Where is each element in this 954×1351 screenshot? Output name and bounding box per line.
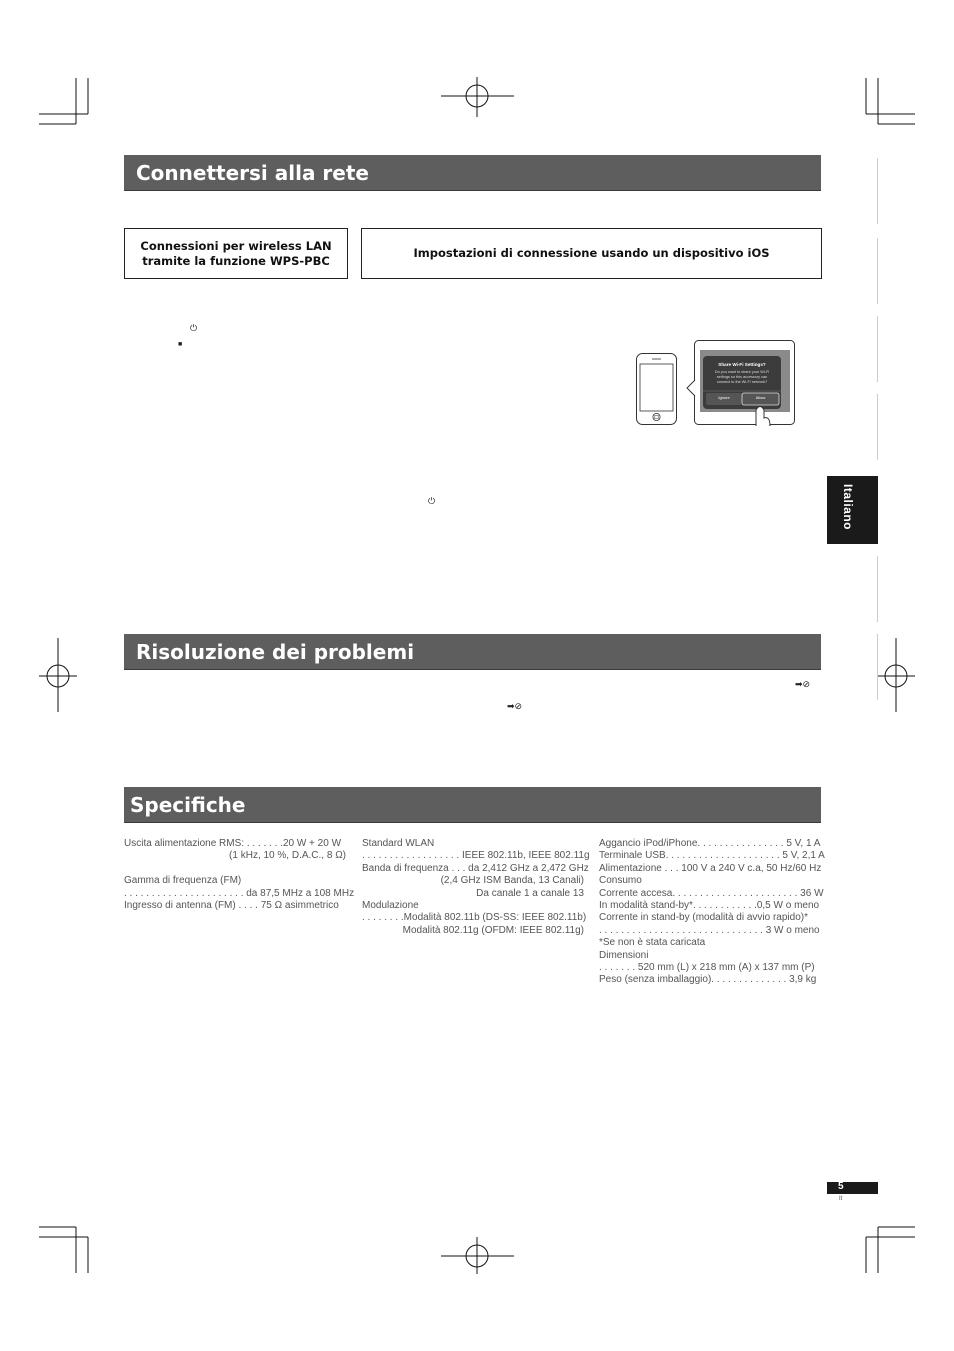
reference-arrow-icon: ➡⊘	[795, 679, 811, 689]
section-header-specs	[124, 787, 821, 823]
section-title: Risoluzione dei problemi	[136, 640, 415, 664]
spec-line: Corrente accesa. . . . . . . . . . . . . . . . . . . . . . . 36 W	[599, 887, 824, 899]
margin-line	[877, 158, 878, 224]
ios-setup-box	[361, 228, 822, 279]
spec-line: Modulazione	[362, 900, 419, 912]
spec-line: Standard WLAN	[362, 838, 435, 849]
allow-button: Allow	[755, 395, 766, 400]
margin-line	[877, 556, 878, 622]
spec-line: Ingresso di antenna (FM) . . . . 75 Ω asimmetrico	[124, 900, 339, 912]
dialog-message	[703, 370, 781, 385]
ios-dialog-callout	[686, 340, 796, 426]
specs-column-audio	[124, 838, 355, 912]
spec-line: Da canale 1 a canale 13	[476, 887, 584, 899]
spec-line: Gamma di frequenza (FM)	[124, 875, 242, 887]
dialog-line: settings so this accessory can	[716, 375, 768, 379]
spec-line: *Se non è stata caricata	[599, 937, 706, 949]
spec-line: In modalità stand-by*. . . . . . . . . . . .0,5 W o meno	[599, 900, 820, 912]
ios-box-label: Impostazioni di connessione usando un dispositivo iOS	[413, 246, 770, 260]
wps-pbc-box	[124, 228, 348, 279]
section-title: Specifiche	[130, 793, 246, 817]
spec-line: Alimentazione . . . 100 V a 240 V c.a, 50 Hz/60 Hz	[599, 862, 822, 874]
language-tab-label: Italiano	[841, 484, 855, 531]
spec-line: Modalità 802.11g (OFDM: IEEE 802.11g)	[402, 924, 584, 936]
spec-line: . . . . . . . . . . . . . . . . . . IEEE 802.11b, IEEE 802.11g	[362, 850, 590, 862]
ignore-button: Ignore	[718, 395, 730, 400]
section-header-troubleshooting	[124, 634, 821, 670]
bullet-icon: ■	[178, 341, 183, 348]
page-number: 5	[838, 1181, 844, 1192]
section-header-network	[124, 155, 821, 191]
spec-line: . . . . . . . 520 mm (L) x 218 mm (A) x 137 mm (P)	[599, 962, 815, 974]
spec-line: Banda di frequenza . . . da 2,412 GHz a 2,472 GHz	[362, 862, 589, 874]
reference-arrow-icon: ➡⊘	[507, 701, 523, 711]
spec-line: . . . . . . . .Modalità 802.11b (DS-SS: IEEE 802.11b)	[362, 912, 587, 924]
section-title: Connettersi alla rete	[136, 161, 369, 185]
dialog-line: Do you want to share your Wi-Fi	[714, 370, 770, 374]
spec-line: Dimensioni	[599, 949, 649, 961]
wps-box-line1: Connessioni per wireless LAN	[140, 238, 332, 253]
specs-column-general	[599, 838, 825, 987]
page-number-tab	[827, 1182, 878, 1194]
spec-line	[124, 863, 346, 875]
spec-line: Corrente in stand-by (modalità di avvio rapido)*	[599, 912, 808, 924]
margin-line	[877, 394, 878, 460]
spec-line: . . . . . . . . . . . . . . . . . . . . . . . . . . . . . . 3 W o meno	[599, 924, 820, 936]
language-tab	[827, 476, 878, 544]
spec-line: (2,4 GHz ISM Banda, 13 Canali)	[440, 875, 584, 887]
dialog-title: Share Wi-Fi Settings?	[718, 362, 766, 367]
iphone-illustration	[636, 353, 677, 425]
spec-line: (1 kHz, 10 %, D.A.C., 8 Ω)	[229, 850, 346, 862]
page-language-code: It	[839, 1196, 843, 1202]
power-icon: ⏻	[428, 496, 436, 506]
margin-line	[877, 316, 878, 382]
margin-line	[877, 634, 878, 700]
spec-line: Peso (senza imballaggio). . . . . . . . . . . . . . 3,9 kg	[599, 974, 817, 986]
power-icon: ⏻	[190, 323, 198, 333]
spec-line: Terminale USB. . . . . . . . . . . . . . . . . . . . . 5 V, 2,1 A	[599, 850, 825, 862]
spec-line: Aggancio iPod/iPhone. . . . . . . . . . . . . . . . 5 V, 1 A	[599, 838, 821, 849]
specs-column-wlan	[362, 838, 590, 937]
margin-line	[877, 238, 878, 304]
wps-box-line2: tramite la funzione WPS-PBC	[142, 253, 330, 268]
spec-line: . . . . . . . . . . . . . . . . . . . . . . da 87,5 MHz a 108 MHz	[124, 887, 355, 899]
spec-line: Uscita alimentazione RMS: . . . . . . .20 W + 20 W	[124, 838, 342, 849]
spec-line: Consumo	[599, 875, 642, 887]
dialog-line: connect to the Wi-Fi network?	[716, 380, 768, 384]
